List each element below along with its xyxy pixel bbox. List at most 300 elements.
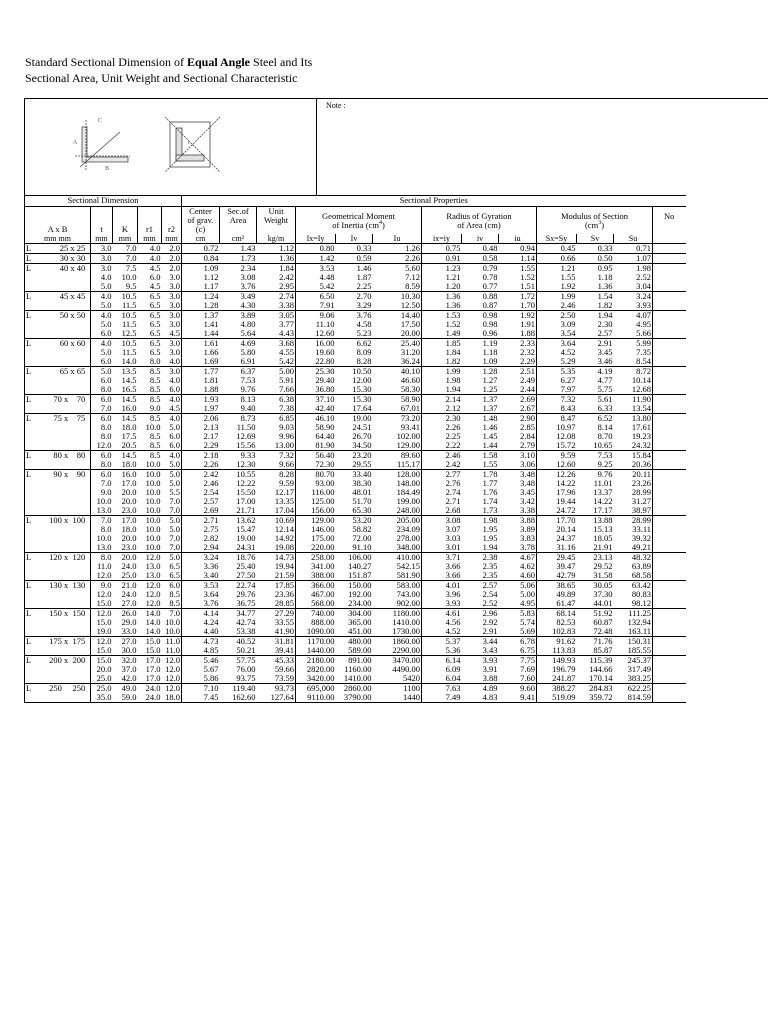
- table-cell: 4.0: [91, 273, 113, 282]
- table-cell: 2180.00: [296, 656, 336, 666]
- table-cell: 480.00: [336, 637, 373, 647]
- table-cell: 5.42: [296, 282, 336, 292]
- angle-section-diagram: [70, 112, 240, 182]
- table-cell: 12.60: [296, 329, 336, 339]
- table-cell: 1.93: [182, 395, 220, 405]
- table-cell-no: [653, 329, 686, 339]
- unit-10: Iu: [373, 234, 422, 244]
- table-cell: 1.92: [537, 282, 577, 292]
- table-cell: 7.0: [113, 244, 138, 254]
- table-cell: 10.0: [91, 497, 113, 506]
- table-cell: 2.14: [422, 395, 462, 405]
- table-cell: 4.14: [182, 609, 220, 619]
- table-cell: 6.0: [91, 470, 113, 480]
- table-cell: 4.0: [162, 451, 182, 461]
- table-cell: 3.0: [169, 348, 180, 357]
- table-cell: 17.0: [121, 479, 137, 488]
- table-cell: 2.22: [422, 441, 462, 451]
- table-row: [25, 674, 686, 684]
- table-cell: 1.76: [482, 488, 498, 497]
- table-cell: 29.52: [593, 562, 613, 571]
- table-cell: 9.06: [296, 311, 336, 321]
- table-cell: 9.59: [279, 479, 294, 488]
- table-cell: 2.29: [520, 357, 535, 366]
- size-axb: 75 x 75: [53, 413, 86, 423]
- table-cell: 34.77: [220, 609, 257, 619]
- table-cell: 9.0: [149, 404, 161, 413]
- table-row: [25, 553, 686, 563]
- table-cell: 1.28: [462, 367, 499, 377]
- table-cell: 3.38: [279, 301, 294, 310]
- table-cell: 2.38: [462, 553, 499, 563]
- table-cell: 5.06: [499, 581, 537, 591]
- table-row: [25, 414, 686, 424]
- cell-size: [25, 301, 91, 311]
- table-cell: 2.70: [336, 292, 373, 302]
- table-cell: 162.60: [220, 693, 257, 703]
- table-cell: 128.00: [373, 470, 422, 480]
- table-row: [25, 488, 686, 497]
- table-cell: 4.77: [597, 376, 613, 385]
- table-cell: 2.29: [182, 441, 220, 451]
- table-cell: 1.94: [422, 385, 462, 395]
- table-cell: 23.36: [274, 590, 294, 599]
- table-cell: 2.44: [520, 385, 535, 394]
- table-cell: 8.5: [149, 441, 161, 450]
- table-cell: 2.68: [422, 506, 462, 516]
- header-unit-weight: Unit Weight: [257, 207, 296, 235]
- angle-symbol: L: [26, 413, 32, 423]
- table-cell: 4.5: [169, 329, 180, 338]
- table-cell: 163.11: [627, 627, 651, 636]
- table-cell: 76.00: [236, 665, 256, 674]
- table-cell: 1.52: [422, 320, 462, 329]
- cell-size: [25, 590, 91, 599]
- table-cell: 45.33: [257, 656, 296, 666]
- table-cell: 1.36: [597, 282, 613, 291]
- table-cell: 8.0: [91, 432, 113, 441]
- table-cell: 2.18: [182, 451, 220, 461]
- table-cell: 8.5: [169, 599, 180, 608]
- table-cell: 12.00: [352, 376, 372, 385]
- table-cell-no: [653, 646, 686, 656]
- table-cell: 3.38: [520, 506, 535, 515]
- table-cell: 58.30: [400, 385, 420, 394]
- table-row: [25, 571, 686, 581]
- table-cell: 3.0: [162, 292, 182, 302]
- table-cell: 0.77: [482, 282, 498, 291]
- table-cell: 10.0: [145, 534, 161, 543]
- table-cell: 1.82: [422, 357, 462, 367]
- table-cell: 24.0: [121, 562, 137, 571]
- table-cell: 9.76: [240, 385, 256, 394]
- cell-size: [25, 367, 91, 377]
- table-cell: 4.0: [162, 414, 182, 424]
- table-cell: 2.30: [422, 414, 462, 424]
- table-cell-no: [653, 609, 686, 619]
- unit-4: mm: [162, 234, 182, 244]
- table-cell: 1.99: [537, 292, 577, 302]
- table-cell: 10.0: [165, 627, 180, 636]
- unit-7: kg/m: [257, 234, 296, 244]
- table-cell: 8.5: [149, 376, 161, 385]
- angle-symbol: L: [26, 243, 32, 253]
- table-cell: 60.87: [593, 618, 613, 627]
- angle-symbol: L: [26, 469, 32, 479]
- table-cell-no: [653, 254, 686, 264]
- table-cell: 1.87: [356, 273, 372, 282]
- table-cell: 11.0: [165, 646, 180, 655]
- table-cell: 20.14: [537, 525, 577, 534]
- table-cell: 149.93: [537, 656, 577, 666]
- table-row: [25, 357, 686, 367]
- table-cell-no: [653, 282, 686, 292]
- table-cell: 21.59: [274, 571, 294, 580]
- table-cell: 40.10: [373, 367, 422, 377]
- table-cell: 7.0: [91, 404, 113, 414]
- table-cell: 814.59: [614, 693, 653, 703]
- table-cell: 2.52: [636, 273, 651, 282]
- equal-angle-table: [24, 195, 686, 703]
- table-cell: 17.04: [274, 506, 294, 515]
- table-cell: 2.26: [422, 423, 462, 432]
- table-cell: 2290.00: [392, 646, 420, 655]
- table-cell: 102.83: [537, 627, 577, 637]
- table-row: [25, 404, 686, 414]
- table-cell: 7.45: [182, 693, 220, 703]
- size-axb: 130 x 130: [49, 580, 86, 590]
- table-cell: 13.88: [577, 516, 614, 526]
- table-cell: 5.0: [91, 301, 113, 311]
- cell-size: [25, 395, 91, 405]
- unit-0: mm mm: [25, 234, 91, 244]
- table-cell: 21.91: [593, 543, 613, 552]
- table-cell-no: [653, 590, 686, 599]
- table-cell: 581.90: [396, 571, 420, 580]
- table-row: [25, 273, 686, 282]
- table-cell: 1.41: [182, 320, 220, 329]
- table-cell: 3.45: [520, 488, 535, 497]
- table-cell: 6.0: [91, 395, 113, 405]
- table-cell: 0.84: [182, 254, 220, 264]
- table-cell: 0.33: [577, 244, 614, 254]
- table-cell: 3.08: [240, 273, 256, 282]
- table-cell: 5.37: [422, 637, 462, 647]
- table-cell-no: [653, 656, 686, 666]
- table-cell: 29.55: [352, 460, 372, 469]
- table-cell: 2.69: [182, 506, 220, 516]
- unit-no: [653, 234, 686, 244]
- table-cell: 383.25: [627, 674, 651, 683]
- table-cell: 2.91: [577, 339, 614, 349]
- table-cell: 73.59: [274, 674, 294, 683]
- table-cell: 2.34: [220, 264, 257, 274]
- table-cell: 6.5: [149, 348, 161, 357]
- table-cell: 2.82: [182, 534, 220, 543]
- table-cell: 10.97: [537, 423, 577, 432]
- table-cell: 10.65: [593, 441, 613, 450]
- table-cell: 14.5: [113, 414, 138, 424]
- table-cell: 2.30: [597, 320, 613, 329]
- table-row: [25, 301, 686, 311]
- table-cell: 4.40: [182, 627, 220, 637]
- table-cell: 11.5: [121, 320, 137, 329]
- table-cell: 31.58: [593, 571, 613, 580]
- table-cell-no: [653, 506, 686, 516]
- table-cell: 38.97: [631, 506, 651, 515]
- table-cell: 1.97: [182, 404, 220, 414]
- table-cell: 48.01: [352, 488, 372, 497]
- table-cell: 3.04: [636, 282, 651, 291]
- table-cell: 80.83: [631, 590, 651, 599]
- table-cell: 1.88: [520, 329, 535, 338]
- table-cell: 6.91: [240, 357, 256, 366]
- table-cell: 4.0: [91, 292, 113, 302]
- table-cell: 1.78: [462, 470, 499, 480]
- cell-size: [25, 311, 91, 321]
- table-row: [25, 348, 686, 357]
- table-cell: 2.33: [499, 339, 537, 349]
- table-cell: 8.5: [169, 590, 180, 599]
- cell-size: [25, 264, 91, 274]
- table-cell: 7.63: [422, 684, 462, 694]
- table-cell: 2.50: [537, 311, 577, 321]
- table-cell: 2.57: [462, 581, 499, 591]
- table-cell: 1.70: [520, 301, 535, 310]
- table-cell: 14.0: [138, 609, 162, 619]
- table-cell-no: [653, 516, 686, 526]
- table-cell: 58.90: [373, 395, 422, 405]
- table-cell: 20.0: [113, 553, 138, 563]
- table-cell-no: [653, 562, 686, 571]
- table-cell: 13.0: [91, 543, 113, 553]
- table-cell: 13.5: [113, 367, 138, 377]
- table-cell: 3.93: [422, 599, 462, 609]
- table-row: [25, 460, 686, 470]
- table-cell-no: [653, 414, 686, 424]
- table-cell: 8.0: [91, 385, 113, 395]
- cell-size: [25, 525, 91, 534]
- cell-size: [25, 693, 91, 703]
- cell-size: [25, 432, 91, 441]
- table-cell: 8.0: [149, 357, 161, 366]
- table-cell: 53.20: [336, 516, 373, 526]
- table-cell: 39.47: [537, 562, 577, 571]
- table-cell: 2.54: [482, 590, 498, 599]
- table-cell-no: [653, 534, 686, 543]
- table-cell: 4.01: [422, 581, 462, 591]
- table-cell: 20.0: [121, 497, 137, 506]
- cell-size: [25, 646, 91, 656]
- table-cell: 1.36: [257, 254, 296, 264]
- table-cell: 6.52: [577, 414, 614, 424]
- table-cell: 5.36: [422, 646, 462, 656]
- table-cell: 3.40: [182, 571, 220, 581]
- table-cell: 2.49: [520, 376, 535, 385]
- table-cell: 2.42: [279, 273, 294, 282]
- table-cell: 8.54: [636, 357, 651, 366]
- table-cell: 4.48: [296, 273, 336, 282]
- table-cell: 38.30: [352, 479, 372, 488]
- table-cell: 3.10: [499, 451, 537, 461]
- table-cell: 1.46: [482, 423, 498, 432]
- table-cell: 14.5: [113, 395, 138, 405]
- table-cell: 1.61: [182, 339, 220, 349]
- table-cell: 2.79: [520, 441, 535, 450]
- diagram-letter-a: A: [73, 140, 78, 146]
- table-cell: 7.5: [113, 264, 138, 274]
- header-center-of-gravity: Center of grav. (c): [182, 207, 220, 235]
- table-cell: 3.01: [422, 543, 462, 553]
- table-cell: 1.07: [614, 254, 653, 264]
- table-cell: 15.30: [352, 385, 372, 394]
- table-cell: 6.5: [149, 329, 161, 338]
- table-cell: 11.5: [121, 348, 137, 357]
- table-cell: 1.21: [422, 273, 462, 282]
- table-cell: 14.40: [373, 311, 422, 321]
- unit-8: Ix=Iy: [296, 234, 336, 244]
- table-cell: 18.05: [593, 534, 613, 543]
- table-cell: 61.47: [537, 599, 577, 609]
- cell-size: [25, 656, 91, 666]
- table-cell: 5.74: [520, 618, 535, 627]
- table-cell: 1.74: [482, 497, 498, 506]
- table-cell: 451.00: [348, 627, 372, 636]
- table-cell: 0.79: [462, 264, 499, 274]
- table-cell: 25.0: [91, 684, 113, 694]
- table-cell: 15.50: [236, 488, 256, 497]
- table-cell: 4.69: [220, 339, 257, 349]
- size-axb: 60 x 60: [59, 338, 86, 348]
- table-cell: 19.44: [537, 497, 577, 506]
- cell-size: [25, 470, 91, 480]
- table-cell: 3470.00: [373, 656, 422, 666]
- table-cell: 4.58: [356, 320, 372, 329]
- cell-size: [25, 441, 91, 451]
- table-cell: 3.0: [169, 282, 180, 291]
- table-cell: 5.0: [169, 525, 180, 534]
- table-cell: 8.72: [614, 367, 653, 377]
- table-cell: 17.0: [113, 516, 138, 526]
- table-cell: 5.00: [257, 367, 296, 377]
- table-cell: 89.60: [373, 451, 422, 461]
- table-cell: 1.09: [182, 264, 220, 274]
- table-cell: 6.85: [257, 414, 296, 424]
- angle-symbol: L: [26, 291, 32, 301]
- unit-13: iu: [499, 234, 537, 244]
- table-cell: 7.35: [636, 348, 651, 357]
- table-cell: 12.5: [121, 329, 137, 338]
- table-cell: 31.27: [631, 497, 651, 506]
- table-cell: 19.08: [274, 543, 294, 552]
- table-cell: 2.67: [520, 404, 535, 413]
- table-cell: 19.94: [274, 562, 294, 571]
- table-row: [25, 264, 686, 274]
- table-cell: 1.21: [537, 264, 577, 274]
- table-row: [25, 506, 686, 516]
- table-cell: 5.35: [537, 367, 577, 377]
- table-cell: 3.89: [220, 311, 257, 321]
- table-cell: 5.86: [182, 674, 220, 684]
- table-cell: 10.50: [336, 367, 373, 377]
- angle-symbol: L: [26, 608, 32, 618]
- table-cell-no: [653, 395, 686, 405]
- table-cell-no: [653, 339, 686, 349]
- table-cell: 150.00: [336, 581, 373, 591]
- table-cell: 15.72: [537, 441, 577, 451]
- table-cell: 16.0: [121, 404, 137, 413]
- table-cell: 341.00: [296, 562, 336, 571]
- table-cell: 27.50: [236, 571, 256, 580]
- table-cell: 5.0: [169, 423, 180, 432]
- table-cell: 2.71: [422, 497, 462, 506]
- table-cell-no: [653, 367, 686, 377]
- table-cell: 388.00: [296, 571, 336, 581]
- table-cell: 10.0: [145, 506, 161, 515]
- unit-2: mm: [113, 234, 138, 244]
- table-cell: 3.24: [182, 553, 220, 563]
- table-cell: 13.80: [614, 414, 653, 424]
- table-cell: 2.51: [499, 367, 537, 377]
- cell-size: [25, 479, 91, 488]
- table-cell-no: [653, 693, 686, 703]
- table-cell: 1.19: [462, 339, 499, 349]
- table-cell: 5.91: [279, 376, 294, 385]
- table-cell: 8.59: [405, 282, 420, 291]
- table-cell: 13.35: [274, 497, 294, 506]
- table-cell: 1410.00: [392, 618, 420, 627]
- table-cell: 1860.00: [373, 637, 422, 647]
- table-cell: 3.05: [257, 311, 296, 321]
- table-cell: 3.0: [91, 244, 113, 254]
- table-row: [25, 254, 686, 264]
- table-cell: 4.30: [240, 301, 256, 310]
- table-cell-no: [653, 684, 686, 694]
- table-cell: 49.0: [113, 684, 138, 694]
- table-cell: 24.31: [236, 543, 256, 552]
- table-cell: 1.94: [482, 543, 498, 552]
- table-cell: 241.87: [537, 674, 577, 684]
- table-cell: 2.42: [182, 470, 220, 480]
- angle-symbol: L: [26, 683, 32, 693]
- header-sectional-dimension: Sectional Dimension: [25, 196, 182, 207]
- table-cell: 15.47: [236, 525, 256, 534]
- table-row: [25, 665, 686, 674]
- table-cell: 0.78: [482, 273, 498, 282]
- table-cell: 304.00: [336, 609, 373, 619]
- table-cell: 7.91: [296, 301, 336, 311]
- table-cell: 4.61: [422, 609, 462, 619]
- table-cell: 366.00: [296, 581, 336, 591]
- table-cell: 28.85: [274, 599, 294, 608]
- table-cell: 888.00: [296, 618, 336, 627]
- table-cell: 11.90: [614, 395, 653, 405]
- cell-size: [25, 562, 91, 571]
- size-axb: 150 x 150: [49, 608, 86, 618]
- table-row: [25, 432, 686, 441]
- table-cell: 49.21: [631, 543, 651, 552]
- table-cell: 0.75: [422, 244, 462, 254]
- table-cell: 388.27: [537, 684, 577, 694]
- table-cell: 6.33: [597, 404, 613, 413]
- diagram-divider: [316, 98, 317, 195]
- table-cell-no: [653, 273, 686, 282]
- table-cell: 13.54: [631, 404, 651, 413]
- table-cell: 2.42: [422, 460, 462, 470]
- angle-profile-side: [165, 117, 220, 172]
- table-cell: 1.73: [482, 506, 498, 515]
- header-r2: r2: [162, 207, 182, 235]
